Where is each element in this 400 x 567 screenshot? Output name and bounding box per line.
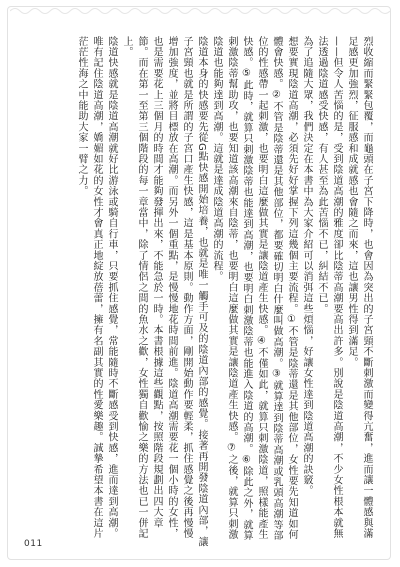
paragraph-6: 陰道快感就是陰道高潮就好比游泳或騎自行車，只要抓住感覺，常能隨時不斷感受到快感，進而達到高潮。唯有記住陰道高潮，嬌媚如花的女性才會真正地綻放蓓蕾，擁有名副其實的性愛樂趣。誠摯希望本書在這片茫茫性海之中能助大家一臂之力。 xyxy=(76,36,117,539)
paragraph-3: 為了追隨大眾，我們決定在本書中為大家介紹可以消弭這些煩惱，好讓女性達到陰道高潮的訣竅。 xyxy=(301,36,312,497)
paragraph-5: 陰道本身的快感要先從G點快感開始培養，也就是唯一觸手可及的陰道內部的感覺。接著再開發陰道內部，讓子宮頸也就是所謂的子宮口產生快感，這是基本原則。動作方面，剛開始動作要輕柔，抓住感覺之後再慢慢增加強度，並將目標放在高潮。而另外一個重點，是慢慢地花時間前進。陰道高潮需要花一個小時的女性，也是需要花上三個月的時間才能夠發揮出來，不能急於一時。本書根據這些觀點，按照階段規劃出四大章節。而在第一至第三個階段的每一章當中，除了情侶之間的魚水之歡，女性獨自歡愉之樂的方法也已一併記上。 xyxy=(121,36,207,548)
vertical-body-text xyxy=(14,36,374,548)
paragraph-1: 烈收縮而緊緊包覆，而龜頭在子宮下降時，也會因為突出的子宮頸不斷刺激而變得亢奮，進而讓一體感與滿足感更加強烈，征服感和成就感也會隨之而來，這也讓男性得到滿足。 xyxy=(346,36,372,539)
scalloped-top-border xyxy=(10,6,390,16)
page-number: 011 xyxy=(24,539,43,549)
paragraph-4: 想要實現陰道高潮，必須先好好掌握下列這幾個主要流程。①不管是陰蒂還是其他部位，女性要先知道如何體會快感。②不管是陰蒂還是其他部位，都要確切明白什麼叫做高潮。③就算達到陰蒂高潮或乳頭高潮等部位的性感帶一起刺激，也要明白這麼做其實是讓陰道產生快感。④不僅如此，就算只刺激陰道，照樣能產生快感。⑤此時，就算只刺激陰蒂也能達到高潮，也要明白刺激陰蒂也能進入陰道的高潮。⑥除此之外，就算刺激陰蒂幫助攻，也要知道該高潮來自陰蒂，也要明白這麼做其實是讓陰道產生快感。⑦之後，就算只刺激陰道也能夠達到高潮。這就是達成陰道高潮的流程。 xyxy=(211,36,297,541)
paragraph-2: ——但令人苦惱的是，受到陰道高潮的雅度卻比陰蒂高潮要高出許多。別說是陰道高潮，不少女性根本就無法透過陰道感受快感，有人甚至為此苦惱不已，糾結不已。 xyxy=(316,36,342,539)
